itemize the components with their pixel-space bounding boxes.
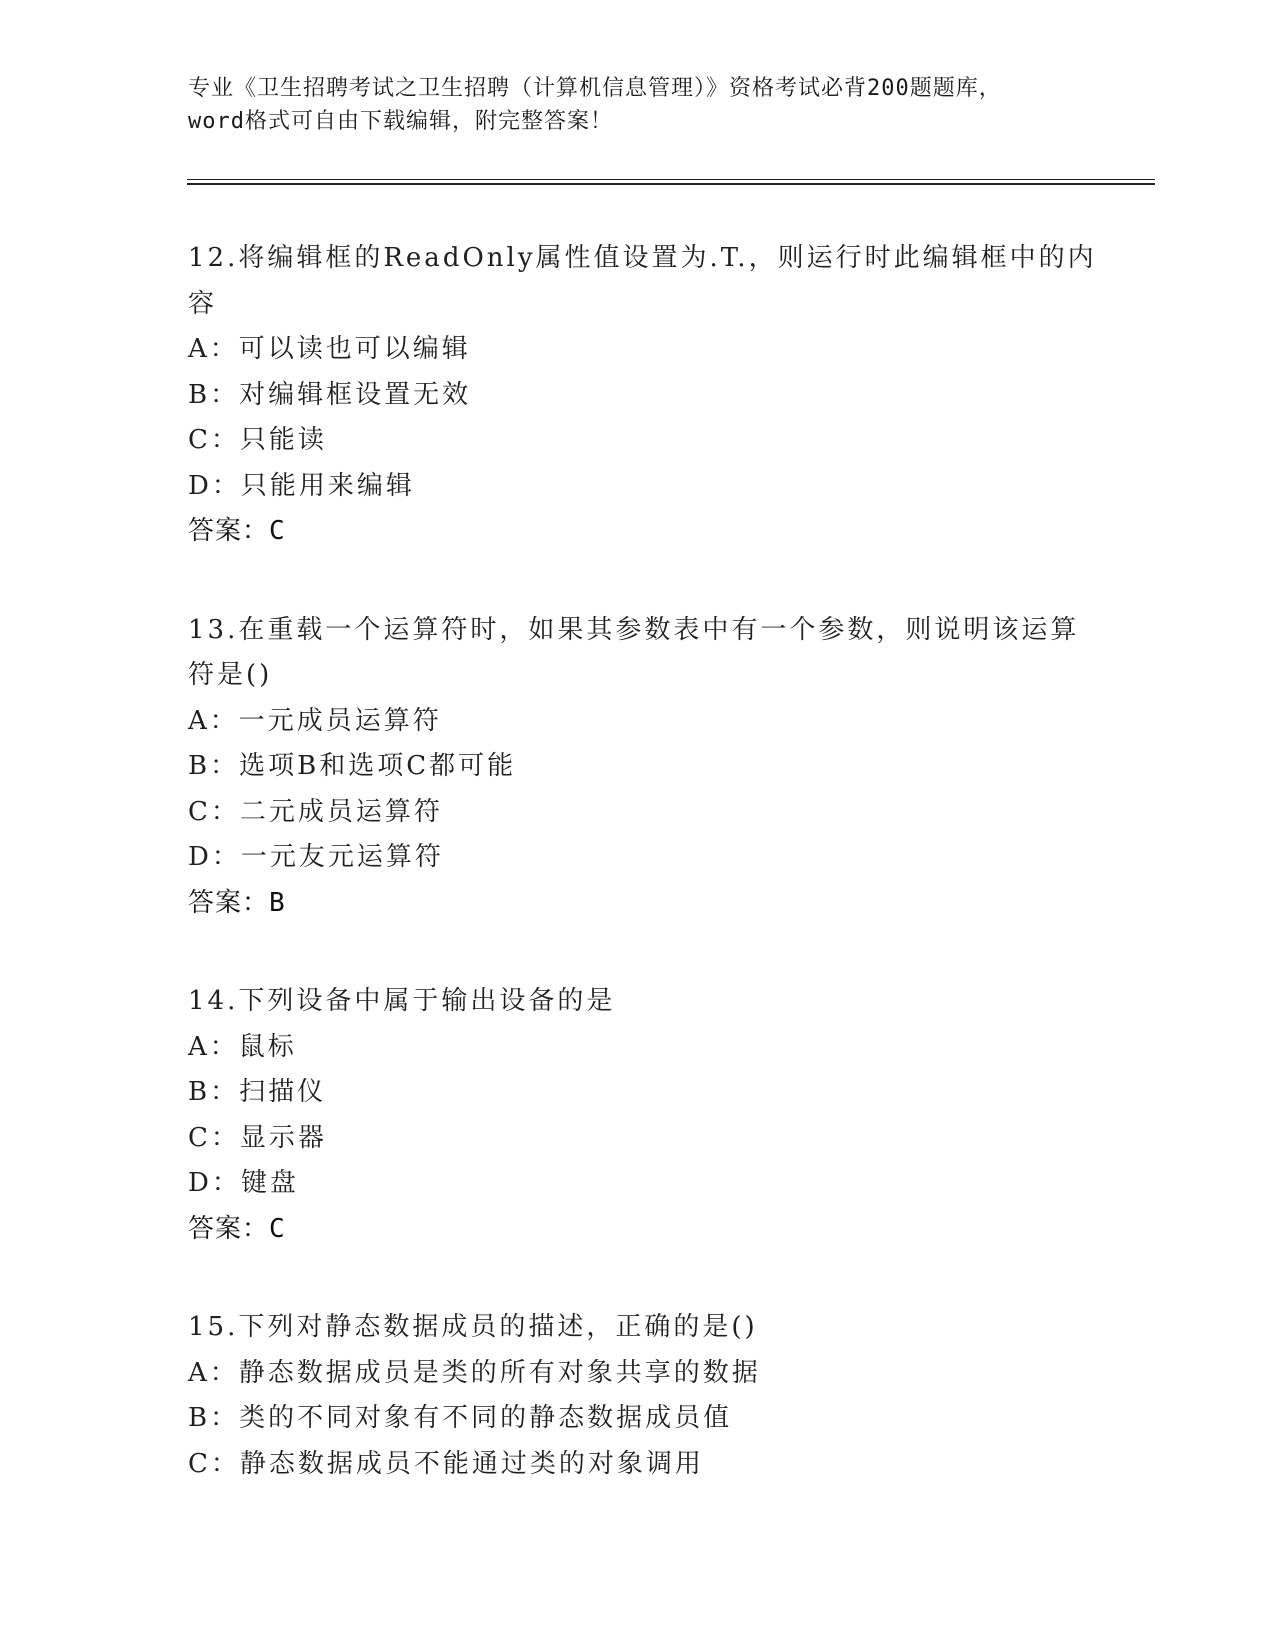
question-stem-line: 15.下列对静态数据成员的描述，正确的是() bbox=[188, 1312, 758, 1342]
question-stem-line: 符是() bbox=[188, 660, 273, 690]
option-a: A：鼠标 bbox=[188, 1031, 297, 1062]
question-12 bbox=[188, 236, 1097, 555]
option-c: C：静态数据成员不能通过类的对象调用 bbox=[188, 1448, 704, 1479]
header-divider-top bbox=[187, 179, 1155, 180]
question-stem-line: 13.在重载一个运算符时，如果其参数表中有一个参数，则说明该运算 bbox=[188, 614, 1080, 645]
option-b: B：选项B和选项C都可能 bbox=[188, 751, 517, 781]
question-list bbox=[188, 236, 1097, 1540]
option-a: A：一元成员运算符 bbox=[188, 705, 442, 736]
option-d: D：键盘 bbox=[188, 1168, 299, 1198]
question-13 bbox=[188, 608, 1088, 927]
option-d: D：只能用来编辑 bbox=[188, 470, 415, 501]
option-b: B：扫描仪 bbox=[188, 1077, 327, 1107]
question-stem-line: 12.将编辑框的ReadOnly属性值设置为.T.，则运行时此编辑框中的内 bbox=[188, 243, 1097, 273]
question-15 bbox=[188, 1305, 1088, 1487]
answer-line: 答案：B bbox=[188, 887, 286, 918]
header-title-line-2: word格式可自由下载编辑，附完整答案！ bbox=[188, 109, 613, 134]
document-header bbox=[188, 72, 1088, 138]
option-b: B：类的不同对象有不同的静态数据成员值 bbox=[188, 1403, 733, 1433]
question-stem-line: 14.下列设备中属于输出设备的是 bbox=[188, 986, 616, 1016]
header-divider-bottom bbox=[187, 183, 1155, 185]
question-stem bbox=[188, 979, 1088, 1025]
option-a: A：可以读也可以编辑 bbox=[188, 334, 471, 364]
option-c: C：二元成员运算符 bbox=[188, 796, 443, 827]
question-14 bbox=[188, 979, 1088, 1252]
option-a: A：静态数据成员是类的所有对象共享的数据 bbox=[188, 1357, 761, 1388]
option-b: B：对编辑框设置无效 bbox=[188, 379, 472, 410]
answer-line: 答案：C bbox=[188, 1213, 286, 1244]
question-stem bbox=[188, 608, 1088, 699]
question-stem bbox=[188, 1305, 1088, 1351]
question-stem-line: 容 bbox=[188, 288, 218, 319]
option-c: C：只能读 bbox=[188, 425, 327, 455]
answer-line: 答案：C bbox=[188, 516, 286, 546]
option-d: D：一元友元运算符 bbox=[188, 842, 444, 872]
header-title-line-1: 专业《卫生招聘考试之卫生招聘（计算机信息管理）》资格考试必背200题题库， bbox=[188, 76, 1002, 101]
option-c: C：显示器 bbox=[188, 1122, 327, 1153]
question-stem bbox=[188, 236, 1097, 327]
